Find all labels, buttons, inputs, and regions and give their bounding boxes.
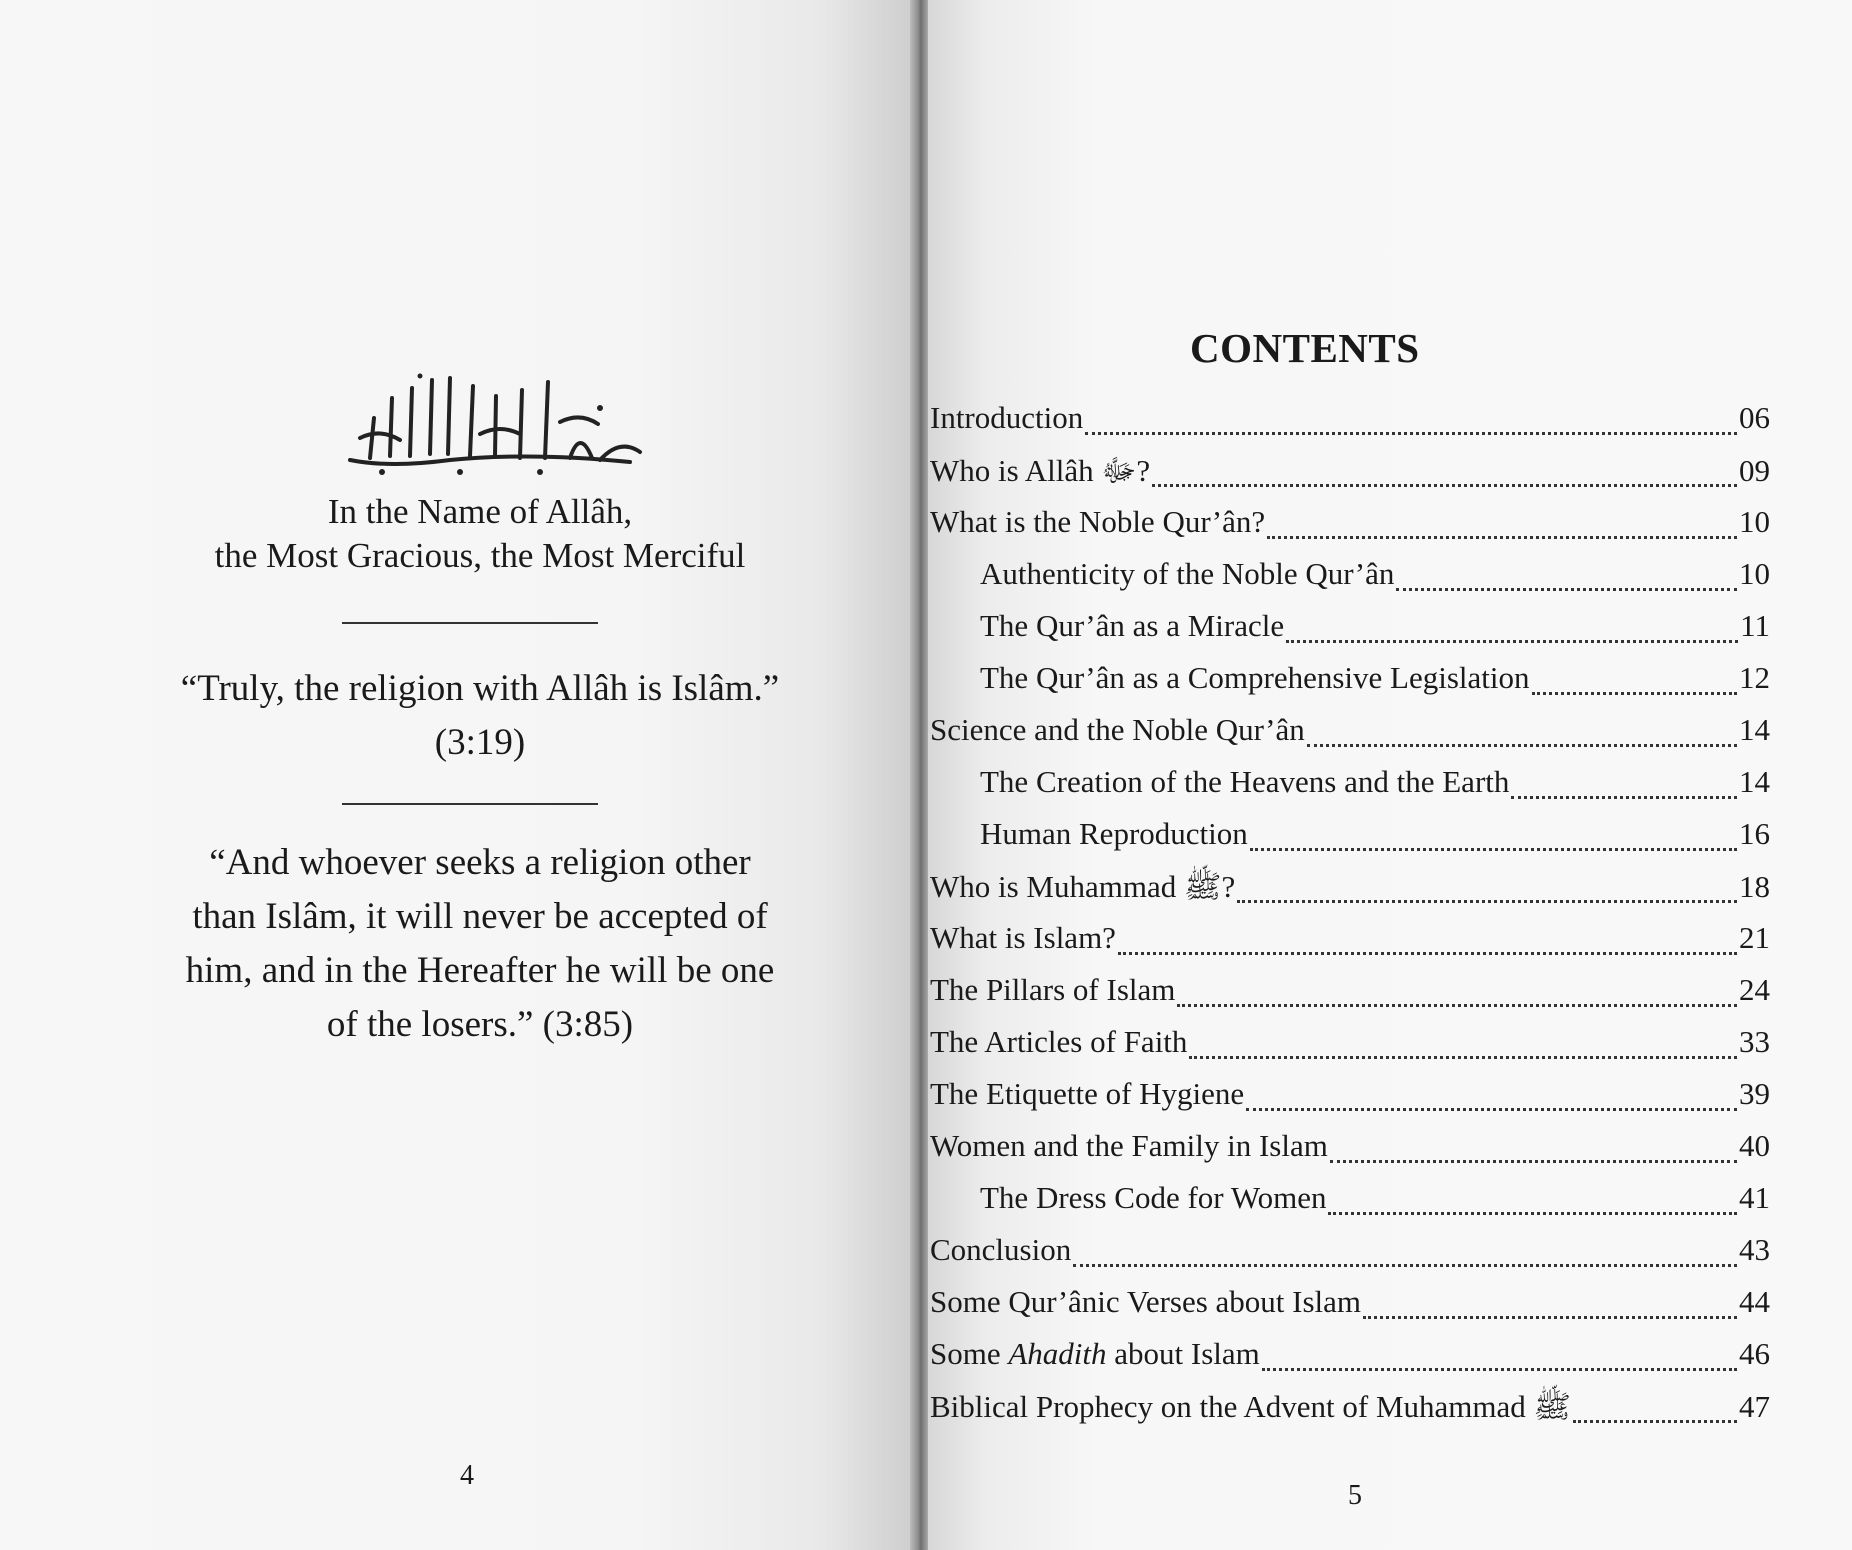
page-number-left: 4	[460, 1460, 474, 1491]
toc-leader-dots	[1307, 744, 1737, 747]
toc-entry-label: Human Reproduction	[980, 816, 1248, 851]
toc-leader-dots	[1085, 432, 1737, 435]
quote-2	[120, 836, 840, 1052]
toc-entry-label: Who is Allâh ﷻ?	[930, 453, 1151, 488]
toc-leader-dots	[1511, 796, 1737, 799]
toc-entry	[930, 1336, 1770, 1382]
toc-entry	[930, 1388, 1770, 1434]
quote-2-line: than Islâm, it will never be accepted of	[192, 896, 768, 937]
toc-entry	[930, 608, 1770, 654]
toc-entry-label	[930, 1336, 1260, 1372]
toc-entry-label: The Qur’ân as a Miracle	[980, 608, 1285, 643]
toc-leader-dots	[1573, 1420, 1737, 1423]
toc-entry-page: 10	[1739, 504, 1770, 539]
toc-entry-label: Women and the Family in Islam	[930, 1128, 1328, 1163]
toc-entry-label-part: about Islam	[1106, 1336, 1260, 1371]
toc-entry-label-part: Some	[930, 1336, 1009, 1371]
toc-entry	[930, 1076, 1770, 1122]
toc-entry-label: What is Islam?	[930, 920, 1116, 955]
basmala-caption	[120, 490, 840, 578]
toc-leader-dots	[1267, 536, 1737, 539]
toc-entry-page: 12	[1739, 660, 1770, 695]
toc-entry	[930, 868, 1770, 914]
toc-entry-page: 18	[1739, 869, 1770, 904]
toc-entry-page: 24	[1739, 972, 1770, 1007]
toc-entry-page: 09	[1739, 453, 1770, 488]
toc-entry	[930, 400, 1770, 446]
toc-entry	[930, 452, 1770, 498]
basmala-caption-line-1: In the Name of Allâh,	[327, 492, 633, 531]
toc-entry	[930, 1128, 1770, 1174]
toc-entry	[930, 764, 1770, 810]
toc-entry-page: 14	[1739, 712, 1770, 747]
basmala-caption-line-2: the Most Gracious, the Most Merciful	[214, 536, 746, 575]
toc-entry-label: What is the Noble Qur’ân?	[930, 504, 1266, 539]
toc-entry-label: Biblical Prophecy on the Advent of Muhammad ﷺ	[930, 1389, 1571, 1424]
toc-entry	[930, 816, 1770, 862]
toc-leader-dots	[1237, 900, 1737, 903]
toc-leader-dots	[1246, 1108, 1737, 1111]
toc-entry	[930, 712, 1770, 758]
toc-entry-page: 41	[1739, 1180, 1770, 1215]
basmala-calligraphy	[330, 368, 660, 478]
toc-entry-page: 44	[1739, 1284, 1770, 1319]
toc-entry-label-italic: Ahadith	[1008, 1336, 1107, 1371]
toc-leader-dots	[1328, 1212, 1737, 1215]
toc-entry	[930, 972, 1770, 1018]
toc-leader-dots	[1363, 1316, 1737, 1319]
toc-leader-dots	[1073, 1264, 1737, 1267]
toc-leader-dots	[1532, 692, 1737, 695]
toc-entry-label: The Creation of the Heavens and the Earth	[980, 764, 1510, 799]
toc-entry	[930, 556, 1770, 602]
toc-entry-page: 21	[1739, 920, 1770, 955]
basmala-calligraphy-icon	[330, 368, 660, 478]
toc-entry-page: 46	[1739, 1336, 1770, 1371]
toc-leader-dots	[1152, 484, 1737, 487]
toc-entry-label: The Qur’ân as a Comprehensive Legislation	[980, 660, 1530, 695]
quote-1	[120, 662, 840, 770]
divider-rule	[342, 803, 598, 805]
toc-entry-page: 33	[1739, 1024, 1770, 1059]
toc-leader-dots	[1330, 1160, 1737, 1163]
toc-leader-dots	[1396, 588, 1737, 591]
toc-entry-label: The Dress Code for Women	[980, 1180, 1327, 1215]
page-number-right: 5	[1348, 1480, 1362, 1511]
quote-2-line: of the losers.” (3:85)	[326, 1004, 634, 1045]
quote-1-reference: (3:19)	[434, 722, 526, 763]
toc-leader-dots	[1177, 1004, 1737, 1007]
toc-entry-label: The Pillars of Islam	[930, 972, 1176, 1007]
toc-leader-dots	[1250, 848, 1737, 851]
toc-entry-label: Authenticity of the Noble Qur’ân	[980, 556, 1395, 591]
toc-entry-label: Some Qur’ânic Verses about Islam	[930, 1284, 1362, 1319]
quote-2-line: him, and in the Hereafter he will be one	[185, 950, 775, 991]
toc-entry-label: Science and the Noble Qur’ân	[930, 712, 1305, 747]
contents-title: CONTENTS	[1190, 325, 1420, 371]
quote-1-text: “Truly, the religion with Allâh is Islâm.”	[180, 668, 780, 709]
toc-entry-page: 10	[1739, 556, 1770, 591]
toc-entry	[930, 920, 1770, 966]
toc-leader-dots	[1118, 952, 1737, 955]
toc-entry-page: 14	[1739, 764, 1770, 799]
left-page	[0, 0, 910, 1550]
toc-entry-label: Conclusion	[930, 1232, 1072, 1267]
toc-entry-label: The Etiquette of Hygiene	[930, 1076, 1245, 1111]
toc-entry-page: 39	[1739, 1076, 1770, 1111]
toc-entry-page: 06	[1739, 400, 1770, 435]
toc-entry	[930, 660, 1770, 706]
divider-rule	[342, 622, 598, 624]
toc-entry	[930, 1024, 1770, 1070]
toc-entry-page: 43	[1739, 1232, 1770, 1267]
toc-entry-label: Who is Muhammad ﷺ?	[930, 869, 1236, 904]
toc-entry	[930, 1232, 1770, 1278]
toc-leader-dots	[1189, 1056, 1737, 1059]
book-gutter	[910, 0, 928, 1550]
toc-entry	[930, 1180, 1770, 1226]
toc-leader-dots	[1262, 1368, 1737, 1371]
toc-entry-label: The Articles of Faith	[930, 1024, 1188, 1059]
quote-2-line: “And whoever seeks a religion other	[209, 842, 751, 883]
toc-entry	[930, 504, 1770, 550]
toc-entry-label: Introduction	[930, 400, 1084, 435]
toc-entry-page: 16	[1739, 816, 1770, 851]
toc-entry-page: 40	[1739, 1128, 1770, 1163]
toc-entry-page: 11	[1740, 608, 1770, 643]
toc-entry	[930, 1284, 1770, 1330]
toc-entry-page: 47	[1739, 1389, 1770, 1424]
toc-leader-dots	[1286, 640, 1738, 643]
